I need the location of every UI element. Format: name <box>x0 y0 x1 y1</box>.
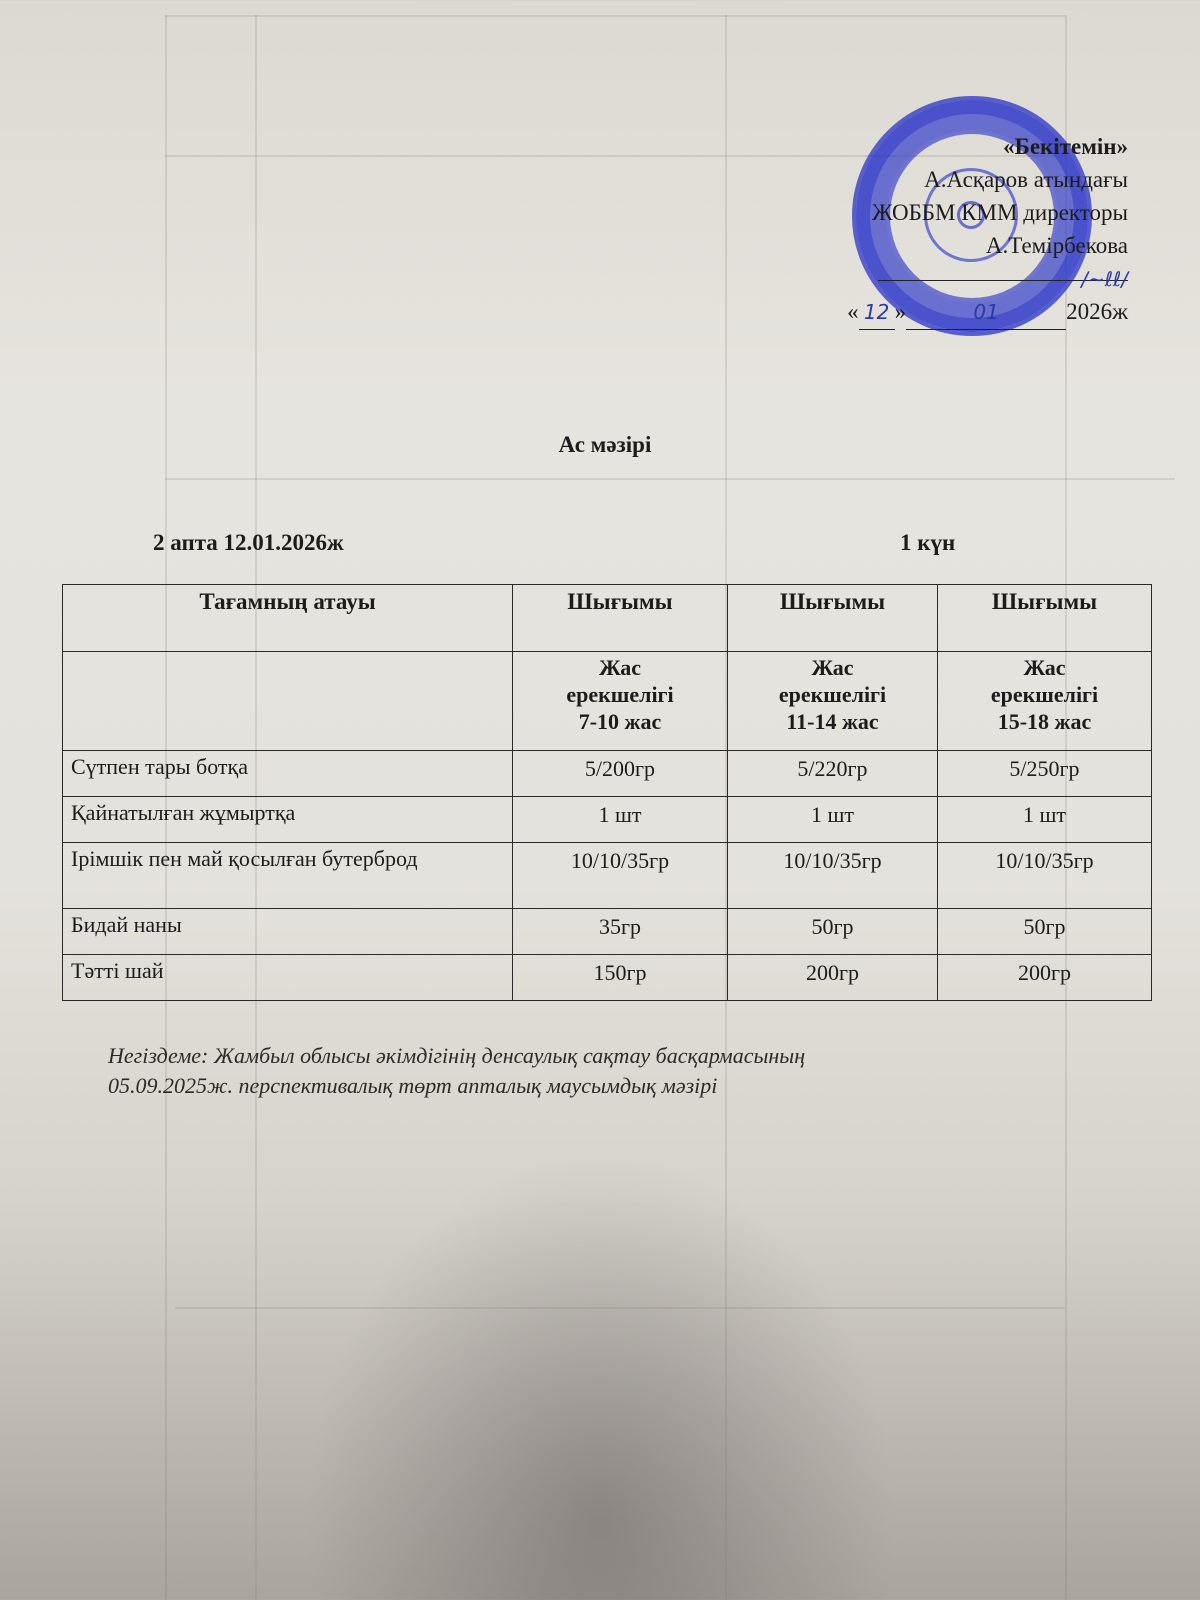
yield-11-14: 50гр <box>728 909 938 955</box>
yield-11-14: 5/220гр <box>728 751 938 797</box>
approval-date: « 12 » 01 2026ж <box>847 295 1128 330</box>
basis-line-2: 05.09.2025ж. перспективалық төрт апталық маусымдық мәзірі <box>108 1073 718 1098</box>
yield-15-18: 5/250гр <box>938 751 1152 797</box>
yield-11-14: 200гр <box>728 955 938 1001</box>
header-yield-2: Шығымы <box>728 585 938 652</box>
table-row <box>63 751 1152 797</box>
basis-line-1: Негіздеме: Жамбыл облысы әкімдігінің денсаулық сақтау басқармасының <box>108 1043 806 1068</box>
bleed-through-line <box>165 478 1175 480</box>
bleed-through-line <box>165 15 1065 17</box>
yield-15-18: 10/10/35гр <box>938 843 1152 909</box>
yield-15-18: 200гр <box>938 955 1152 1001</box>
day-label: 1 күн <box>900 530 956 555</box>
basis-note <box>108 1041 805 1101</box>
approval-position: ЖОББМ КММ директоры <box>871 200 1128 225</box>
approval-heading: «Бекітемін» <box>1003 134 1128 159</box>
date-month: 01 <box>906 296 1066 330</box>
signature-icon: ∕∼ℓℓ∕ <box>1081 267 1128 291</box>
signature-line <box>878 262 1128 291</box>
age-group-7-10: Жас ерекшелігі 7-10 жас <box>513 652 728 751</box>
dish-name: Бидай наны <box>63 909 513 955</box>
table-header-row <box>63 585 1152 652</box>
yield-15-18: 50гр <box>938 909 1152 955</box>
menu-table <box>62 584 1152 1001</box>
table-row <box>63 909 1152 955</box>
yield-7-10: 35гр <box>513 909 728 955</box>
age-group-row <box>63 652 1152 751</box>
header-dish-name: Тағамның атауы <box>63 585 513 652</box>
dish-name: Тәтті шай <box>63 955 513 1001</box>
yield-15-18: 1 шт <box>938 797 1152 843</box>
yield-7-10: 150гр <box>513 955 728 1001</box>
date-year: 2026ж <box>1066 299 1128 324</box>
yield-7-10: 10/10/35гр <box>513 843 728 909</box>
header-yield-1: Шығымы <box>513 585 728 652</box>
yield-11-14: 1 шт <box>728 797 938 843</box>
yield-7-10: 5/200гр <box>513 751 728 797</box>
date-day: 12 <box>859 296 895 330</box>
age-group-empty <box>63 652 513 751</box>
dish-name: Ірімшік пен май қосылған бутерброд <box>63 843 513 909</box>
yield-11-14: 10/10/35гр <box>728 843 938 909</box>
age-group-15-18: Жас ерекшелігі 15-18 жас <box>938 652 1152 751</box>
dish-name: Сүтпен тары ботқа <box>63 751 513 797</box>
approval-school: А.Асқаров атындағы <box>924 167 1128 192</box>
table-row <box>63 843 1152 909</box>
table-row <box>63 955 1152 1001</box>
bleed-through-line <box>175 1307 1065 1309</box>
age-group-11-14: Жас ерекшелігі 11-14 жас <box>728 652 938 751</box>
approval-signatory: А.Темірбекова <box>985 233 1128 258</box>
dish-name: Қайнатылған жұмыртқа <box>63 797 513 843</box>
approval-block <box>847 130 1128 330</box>
table-row <box>63 797 1152 843</box>
header-yield-3: Шығымы <box>938 585 1152 652</box>
document-title: Ас мәзірі <box>558 432 652 457</box>
week-label: 2 апта 12.01.2026ж <box>153 530 344 555</box>
yield-7-10: 1 шт <box>513 797 728 843</box>
